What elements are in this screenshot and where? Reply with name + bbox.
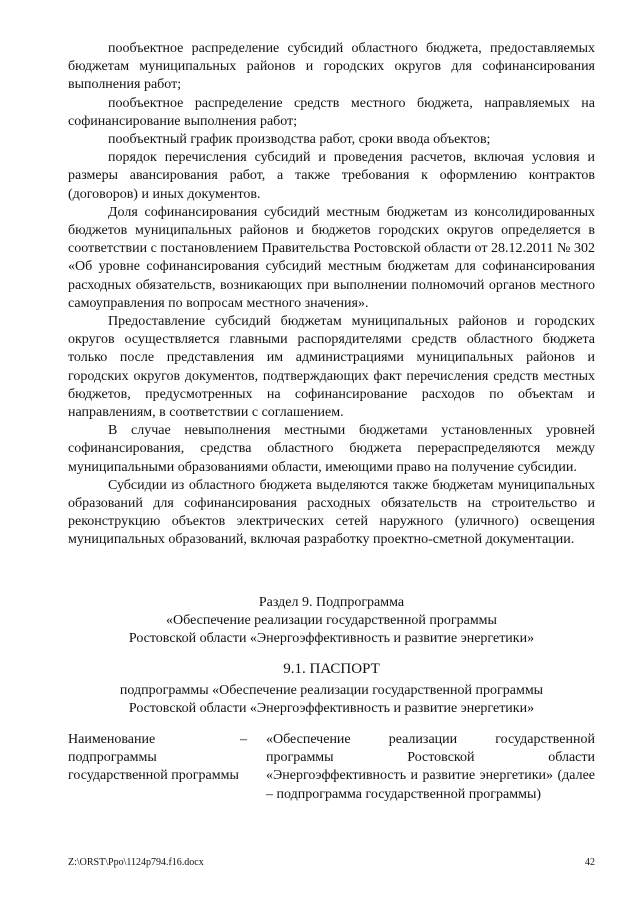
section-9-line-1: Раздел 9. Подпрограмма <box>258 595 405 610</box>
paragraph-7: В случае невыполнения местными бюджетами установленных уровней софинансирования, средства областного бюджета перераспределяются между муниципальными образованиями области, имеющими право на получение субсидии. <box>68 423 595 475</box>
passport-row-label: Наименование подпрограммы государственной программы <box>68 732 239 784</box>
footer-file-path: Z:\ORST\Ppo\1124p794.f16.docx <box>68 857 204 868</box>
paragraph-2: пообъектное распределение средств местного бюджета, направляемых на софинансирование выполнения работ; <box>68 95 595 129</box>
section-9-line-3: Ростовской области «Энергоэффективность и развитие энергетики» <box>128 631 535 647</box>
paragraph-3: пообъектный график производства работ, сроки ввода объектов; <box>108 132 491 148</box>
passport-row-value: «Обеспечение реализации государственной программы Ростовской области «Энергоэффективность и развитие энергетики» (далее – подпрограмма государственной программы) <box>266 732 595 802</box>
section-9-line-2: «Обеспечение реализации государственной программы <box>166 613 497 629</box>
body-text <box>68 40 595 550</box>
paragraph-5: Доля софинансирования субсидий местным бюджетам из консолидированных бюджетов муниципальных районов и бюджетов городских округов определяется в соответствии с постановлением Правительства Ростовской области от 28.12.2011 № 302 «Об уровне софинансирования субсидий местным бюджетам для софинансирования расходных обязательств, возникающих при выполнении полномочий органов местного самоуправления по вопросам местного значения». <box>68 204 595 311</box>
passport-heading: 9.1. ПАСПОРТ <box>283 661 380 677</box>
paragraph-6: Предоставление субсидий бюджетам муниципальных районов и городских округов осуществляется главными распорядителями средств областного бюджета только после представления им администрациями муниципальных районов и городских округов документов, подтверждающих факт перечисления средств местных бюджетов, предусмотренных на софинансирование расходов по объектам и направлениям, в соответствии с соглашением. <box>68 314 595 421</box>
passport-row-dash: – <box>240 732 247 747</box>
section-9-title <box>68 594 595 649</box>
passport-subtitle-line-1: подпрограммы «Обеспечение реализации государственной программы <box>119 683 544 699</box>
paragraph-1: пообъектное распределение субсидий областного бюджета, предоставляемых бюджетам муниципальных районов и городских округов для софинансирования выполнения работ; <box>68 41 595 93</box>
page-number: 42 <box>585 857 595 868</box>
paragraph-4: порядок перечисления субсидий и проведения расчетов, включая условия и размеры авансирования работ, а также требования к оформлению контрактов (договоров) и иных документов. <box>68 150 595 202</box>
passport-row <box>68 731 595 804</box>
paragraph-8: Субсидии из областного бюджета выделяются также бюджетам муниципальных образований для софинансирования расходных обязательств на строительство и реконструкцию объектов электрических сетей наружного (уличного) освещения муниципальных образований, включая разработку проектно-сметной документации. <box>68 477 595 548</box>
page-footer <box>68 854 595 872</box>
passport-subtitle-line-2: Ростовской области «Энергоэффективность и развитие энергетики» <box>128 701 535 717</box>
section-9-1-title <box>68 660 595 719</box>
